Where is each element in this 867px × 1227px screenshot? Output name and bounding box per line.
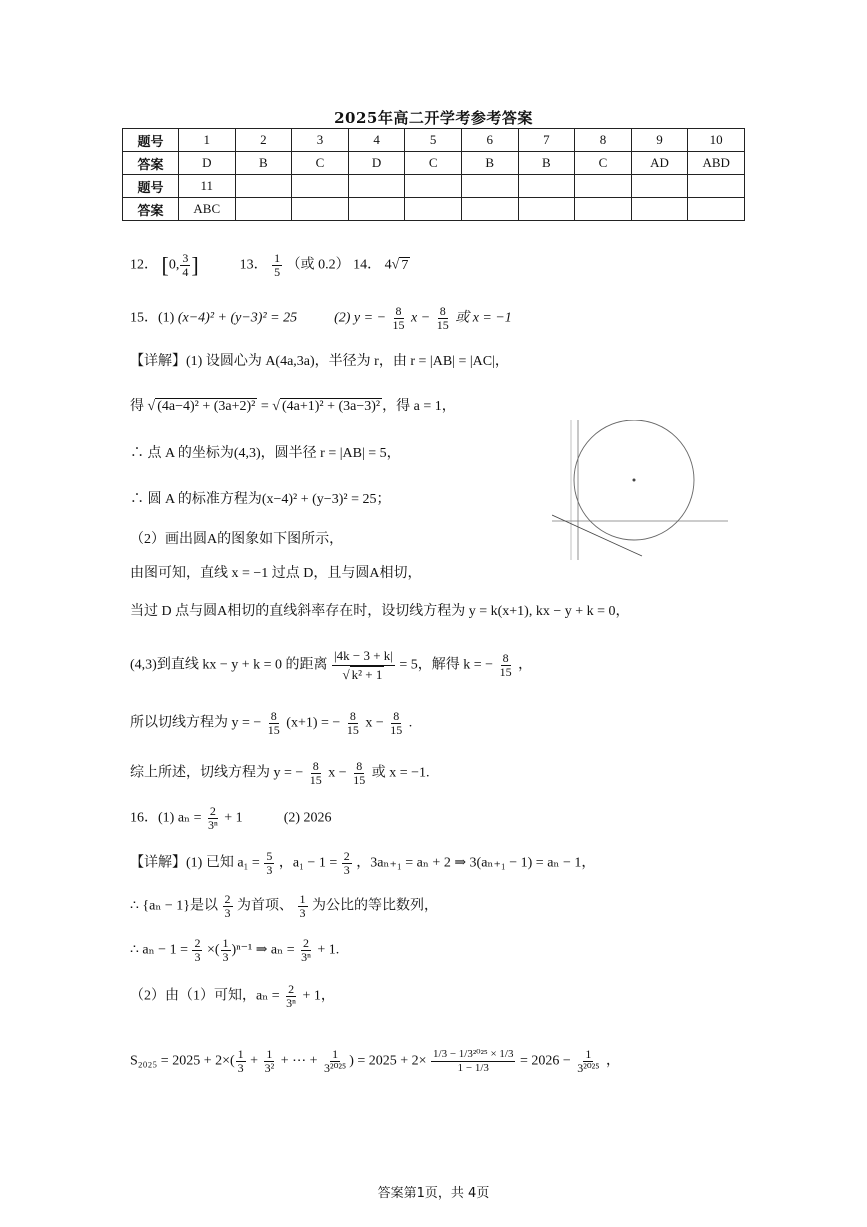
table-cell: 5 — [405, 129, 462, 152]
table-cell — [631, 198, 688, 221]
table-cell — [292, 198, 349, 221]
table-cell — [348, 198, 405, 221]
table-cell: 2 — [235, 129, 292, 152]
fraction: $\frac{8}{15}$ — [309, 759, 322, 787]
q12-interval-start: 0, — [168, 257, 180, 273]
table-cell — [518, 175, 575, 198]
interval-bracket-left: [ — [161, 252, 169, 278]
table-row — [123, 198, 745, 221]
q15-detail-3: ∴ 点 A 的坐标为(4,3)，圆半径 r = |AB| = 5， — [130, 446, 401, 461]
table-cell: C — [292, 152, 349, 175]
q15-detail-6: 由图可知，直线 x = −1 过点 D，且与圆A相切， — [130, 566, 422, 581]
answers-12-14: 12． [0, $\frac{3}{4}$ ] 13． $\frac{1}{5}$ （或 0.2） 14． 4√ 7 — [130, 251, 409, 279]
fraction: $\frac{8}{15}$ — [499, 651, 512, 679]
fraction: $\frac{1}{\text{3²⁰²⁵}}$ — [577, 1047, 600, 1075]
q15-detail-5: （2）画出圆A的图象如下图所示， — [130, 532, 344, 547]
fraction: $\frac{8}{15}$ — [353, 759, 366, 787]
page-footer: 答案第1页，共 4页 — [377, 1186, 490, 1201]
q15-detail-9: 所以切线方程为 y = − $\frac{8}{15}$ (x+1) = − $\frac{8}{15}$ x − $\frac{8}{15}$ . — [130, 709, 413, 737]
table-cell — [405, 175, 462, 198]
table-cell — [518, 198, 575, 221]
answer-table — [122, 128, 745, 221]
table-header-cell: 题号 — [123, 129, 179, 152]
table-cell: ABC — [179, 198, 236, 221]
fraction: $\frac{2}{3}$ — [224, 892, 231, 920]
q15-detail-1: 【详解】(1) 设圆心为 A(4a,3a)，半径为 r，由 r = |AB| = |AC|， — [130, 354, 509, 369]
q15-answer — [130, 305, 512, 332]
fraction: $\frac{1}{3}$ — [222, 936, 229, 964]
q13-label: 13． — [239, 257, 268, 273]
fraction: $\frac{8}{15}$ — [436, 304, 449, 332]
table-cell: 10 — [688, 129, 745, 152]
fraction: $\frac{1}{3}$ — [299, 892, 306, 920]
compound-fraction: $\frac{\text{1/3 − 1/3²⁰²⁵ × 1/3}}{1 - 1/3}$ — [433, 1048, 514, 1074]
table-cell: 9 — [631, 129, 688, 152]
q16-answer: 16．(1) aₙ = $\frac{2}{\text{3ⁿ}}$ + 1 (2) 2026 — [130, 804, 332, 832]
table-row — [123, 129, 745, 152]
table-row — [123, 152, 745, 175]
fraction: $\frac{5}{3}$ — [266, 849, 273, 877]
fraction: $\frac{8}{15}$ — [390, 709, 403, 737]
q14-label: 14． — [353, 257, 382, 273]
table-cell: 1 — [179, 129, 236, 152]
table-cell — [405, 198, 462, 221]
table-cell — [575, 175, 632, 198]
fraction: $\frac{3}{4}$ — [182, 251, 189, 279]
equation: x − — [411, 310, 431, 326]
q16-detail-5: S₂₀₂₅ = 2025 + 2×( $\frac{1}{3}$ + $\frac{1}{\text{3²}}$ + ⋯ + $\frac{1}{\text{3²⁰²⁵}}$ ) = 2025 + 2× $\frac{\text{1/3 − 1/3²⁰²⁵ × 1/3}}{1 - 1/3}$ = 2026 − $\frac{1}{\text{3²⁰²⁵}}$ ， — [130, 1047, 620, 1075]
fraction: $\frac{1}{\text{3²⁰²⁵}}$ — [323, 1047, 347, 1075]
q13-alt: （或 0.2） — [286, 257, 350, 273]
fraction: $\frac{8}{15}$ — [346, 709, 359, 737]
table-header-cell: 答案 — [123, 152, 179, 175]
circle-graph — [552, 420, 728, 560]
interval-bracket-right: ] — [191, 252, 199, 278]
fraction: $\frac{8}{15}$ — [392, 304, 405, 332]
equation: (2) y = − — [334, 310, 387, 326]
equation: (x−4)² + (y−3)² = 25 — [177, 310, 298, 326]
table-cell — [292, 175, 349, 198]
equation: 或 x = −1 — [455, 310, 512, 326]
q16-detail-1: 【详解】(1) 已知 a₁ = $\frac{5}{3}$ ，a₁ − 1 = $\frac{2}{3}$ ，3aₙ₊₁ = aₙ + 2 ⇒ 3(aₙ₊₁ − 1) = aₙ − 1， — [130, 849, 596, 877]
table-cell: B — [235, 152, 292, 175]
sqrt-radicand: 7 — [401, 257, 409, 273]
table-header-cell: 答案 — [123, 198, 179, 221]
table-cell — [631, 175, 688, 198]
fraction: $\frac{2}{3}$ — [194, 936, 201, 964]
table-cell: ABD — [688, 152, 745, 175]
table-cell: 3 — [292, 129, 349, 152]
q15-detail-8: (4,3)到直线 kx − y + k = 0 的距离 $\frac{|4k - 3 + k|}{\text{√ k² + 1}}$ = 5，解得 k = − $\frac{8}{15}$ ， — [130, 648, 533, 682]
table-cell — [688, 198, 745, 221]
table-cell: 7 — [518, 129, 575, 152]
fraction: $\frac{|4k - 3 + k|}{\text{√ k² + 1}}$ — [334, 648, 393, 682]
q14-value: 4 — [384, 257, 392, 273]
fraction: $\frac{2}{3}$ — [343, 849, 350, 877]
q15-detail-4: ∴ 圆 A 的标准方程为(x−4)² + (y−3)² = 25； — [130, 492, 391, 507]
table-cell: 4 — [348, 129, 405, 152]
table-cell: D — [348, 152, 405, 175]
table-row — [123, 175, 745, 198]
table-cell: 6 — [461, 129, 518, 152]
table-cell: C — [575, 152, 632, 175]
table-cell — [348, 175, 405, 198]
fraction: $\frac{2}{\text{3ⁿ}}$ — [286, 982, 296, 1010]
table-cell: 11 — [179, 175, 236, 198]
table-cell: D — [179, 152, 236, 175]
q16-detail-4: （2）由（1）可知，aₙ = $\frac{2}{\text{3ⁿ}}$ + 1， — [130, 982, 335, 1010]
table-cell — [461, 198, 518, 221]
q16-detail-2: ∴ {aₙ − 1}是以 $\frac{2}{3}$ 为首项、 $\frac{1}{3}$ 为公比的等比数列， — [130, 892, 439, 920]
q15-detail-2: 得 √ (4a−4)² + (3a+2)² = √ (4a+1)² + (3a−3)² ，得 a = 1， — [130, 399, 456, 414]
table-cell: B — [461, 152, 518, 175]
fraction: $\frac{8}{15}$ — [267, 709, 280, 737]
fraction: $\frac{1}{\text{3²}}$ — [264, 1047, 275, 1075]
table-cell — [575, 198, 632, 221]
table-header-cell: 题号 — [123, 175, 179, 198]
fraction: $\frac{1}{5}$ — [274, 251, 281, 279]
table-cell: B — [518, 152, 575, 175]
table-cell: AD — [631, 152, 688, 175]
table-cell — [461, 175, 518, 198]
table-cell — [235, 198, 292, 221]
table-cell: C — [405, 152, 462, 175]
fraction: $\frac{2}{\text{3ⁿ}}$ — [208, 804, 218, 832]
q15-detail-10: 综上所述，切线方程为 y = − $\frac{8}{15}$ x − $\frac{8}{15}$ 或 x = −1. — [130, 759, 430, 787]
table-cell — [235, 175, 292, 198]
q16-detail-3: ∴ aₙ − 1 = $\frac{2}{3}$ ×( $\frac{1}{3}$ )ⁿ⁻¹ ⇒ aₙ = $\frac{2}{\text{3ⁿ}}$ + 1. — [130, 936, 340, 964]
page-title: 2025年高二开学考参考答案 — [334, 109, 533, 127]
q15-detail-7: 当过 D 点与圆A相切的直线斜率存在时，设切线方程为 y = k(x+1), kx − y + k = 0， — [130, 604, 630, 619]
center-point — [633, 479, 636, 482]
table-cell — [688, 175, 745, 198]
table-cell: 8 — [575, 129, 632, 152]
q12-label: 12． — [130, 257, 158, 273]
fraction: $\frac{2}{\text{3ⁿ}}$ — [301, 936, 311, 964]
fraction: $\frac{1}{3}$ — [237, 1047, 244, 1075]
q15-label: 15．(1) — [130, 310, 175, 326]
